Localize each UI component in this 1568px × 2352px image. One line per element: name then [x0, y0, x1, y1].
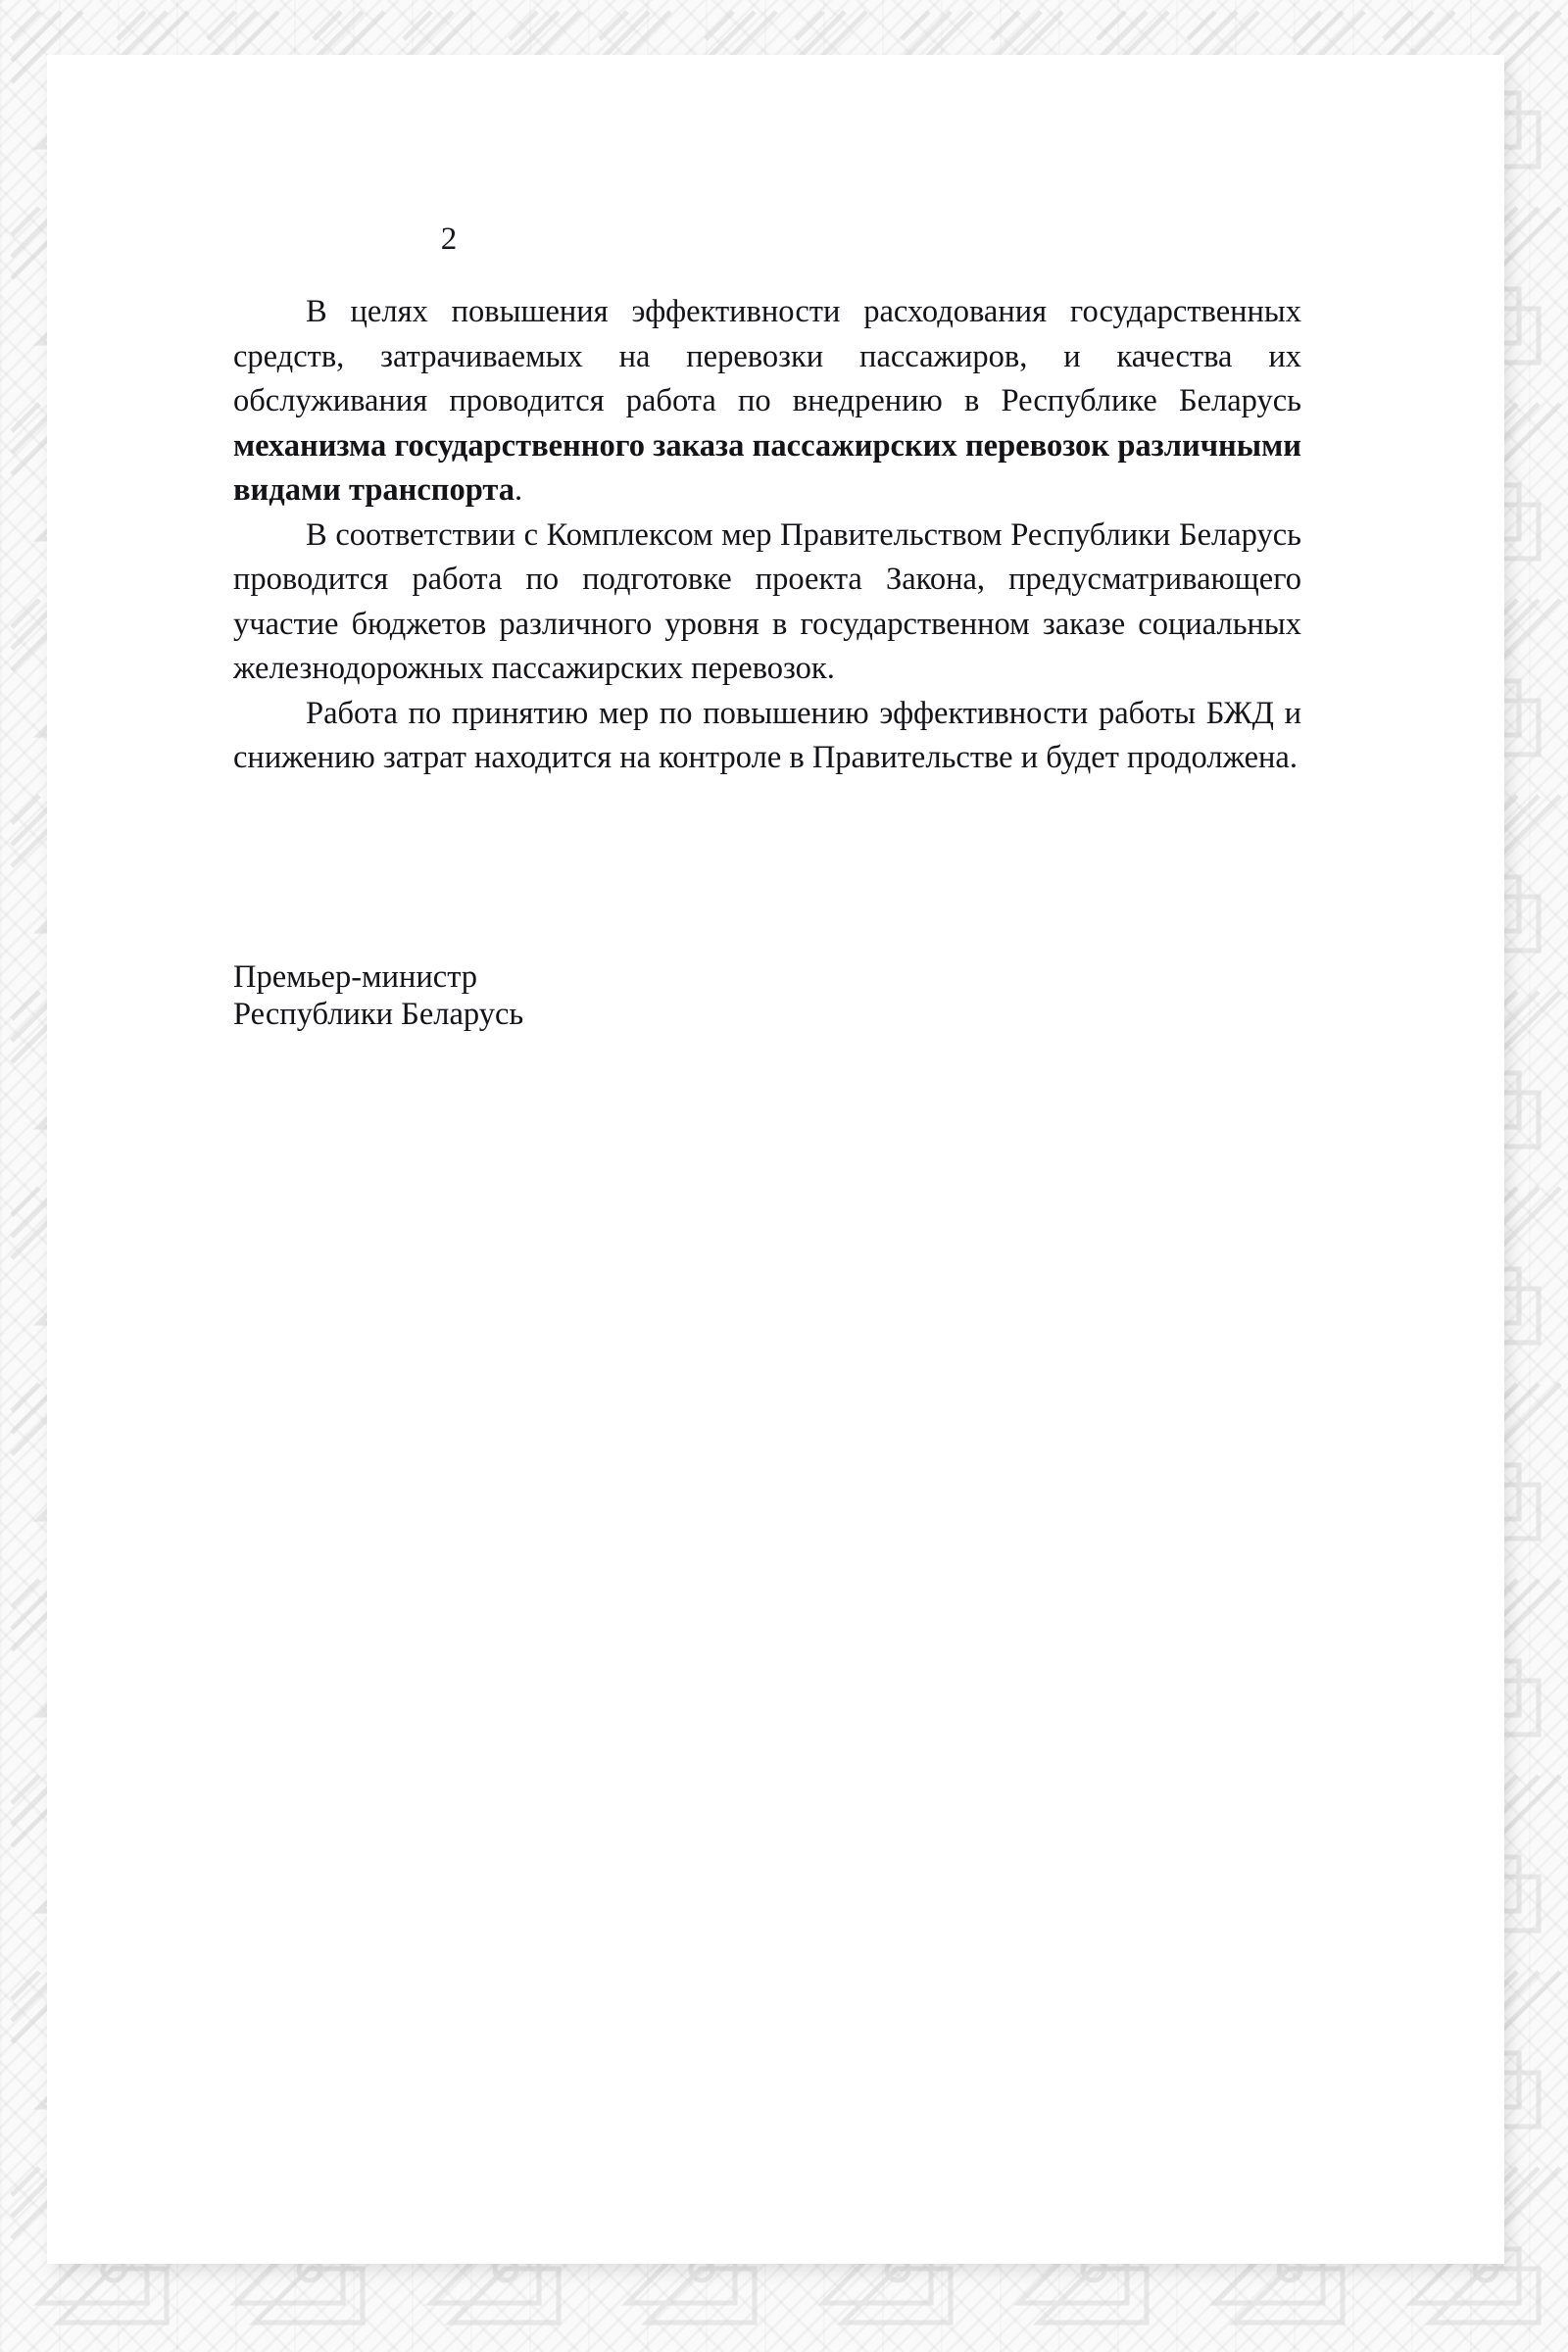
paragraph-1-run-1: В целях повышения эффективности расходования государственных средств, затрачиваемых на перевозки пассажиров, и качества их обслуживания проводится работа по внедрению в Республике Беларусь — [233, 294, 1301, 418]
document-body — [233, 290, 1301, 781]
signature-block — [233, 958, 523, 1033]
paragraph-1-run-2-bold: механизма государственного заказа пассажирских перевозок различными видами транспорта — [233, 427, 1301, 508]
document-page — [47, 55, 1504, 2264]
paragraph-1-run-3: . — [514, 472, 523, 508]
paragraph-2-run-1: В соответствии с Комплексом мер Правительством Республики Беларусь проводится работа по подготовке проекта Закона, предусматривающего участие бюджетов различного уровня в государственном заказе социальных железнодорожных пассажирских перевозок. — [233, 516, 1301, 686]
paragraph-3-run-1: Работа по принятию мер по повышению эффективности работы БЖД и снижению затрат находится на контроле в Правительстве и будет продолжена. — [233, 695, 1301, 775]
paragraph-3 — [233, 692, 1301, 781]
signature-title-line: Премьер-министр — [233, 959, 478, 995]
page-number: 2 — [440, 221, 458, 257]
paragraph-2 — [233, 514, 1301, 692]
signature-country-line: Республики Беларусь — [233, 997, 524, 1032]
paragraph-1 — [233, 290, 1301, 514]
